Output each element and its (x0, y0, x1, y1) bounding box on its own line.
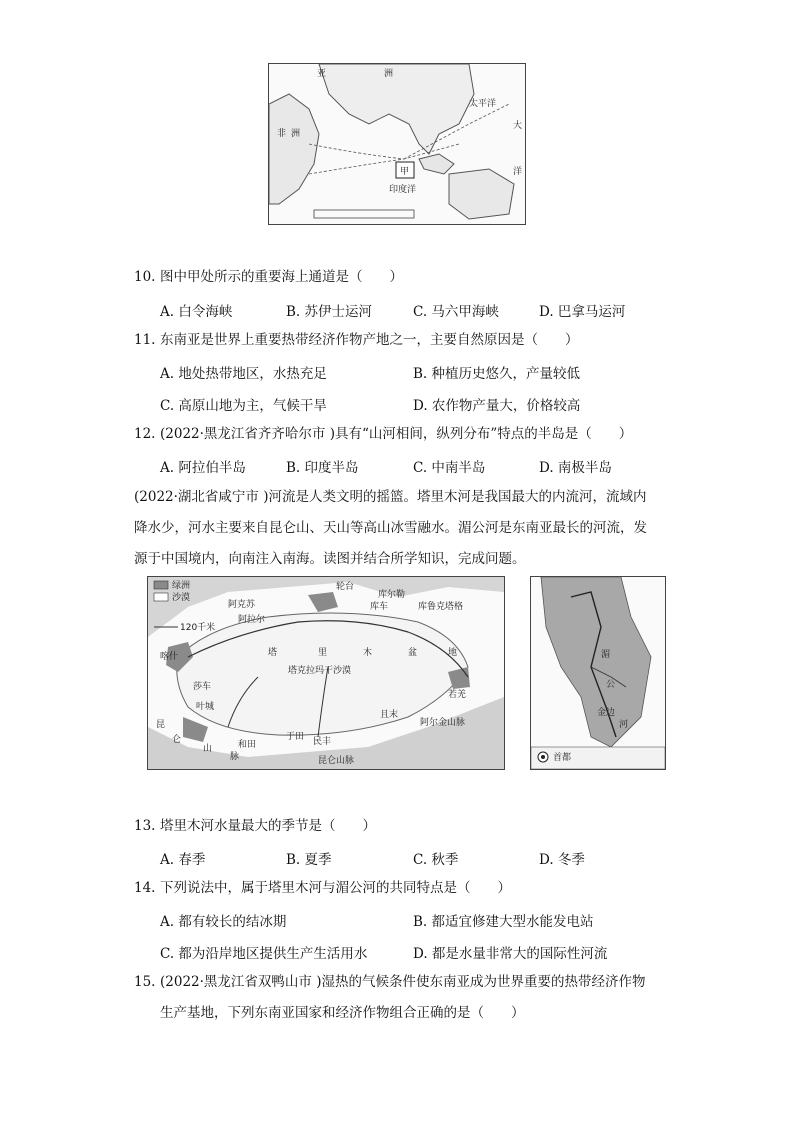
question-number: 15. (134, 974, 156, 990)
question-13 (134, 817, 376, 835)
map2-scale: 120千米 (180, 623, 216, 633)
passage-line: (2022·湖北省咸宁市 )河流是人类文明的摇篮。塔里木河是我国最大的内流河，流域内 (134, 489, 647, 505)
map-tarim-drawing (148, 577, 504, 769)
map-tarim-basin (147, 576, 505, 770)
map2-label: 塔克拉玛干沙漠 (288, 666, 352, 676)
map3-label: 湄 (601, 650, 611, 660)
q11-option-a[interactable]: A. 地处热带地区，水热充足 (160, 366, 327, 382)
map1-label: 洲 (384, 69, 394, 79)
map2-label: 阿克苏 (228, 600, 256, 610)
q14-option-a[interactable]: A. 都有较长的结冰期 (160, 914, 287, 930)
question-number: 13. (134, 818, 156, 834)
map2-label: 民丰 (313, 737, 332, 747)
map2-label: 阿拉尔 (238, 615, 266, 625)
question-11 (134, 331, 579, 349)
map3-label: 金边 (597, 708, 616, 718)
q13-option-a[interactable]: A. 春季 (160, 852, 206, 868)
q12-option-c[interactable]: C. 中南半岛 (413, 460, 486, 476)
map-mekong (530, 576, 666, 770)
q11-option-b[interactable]: B. 种植历史悠久，产量较低 (413, 366, 581, 382)
map-indian-ocean (268, 63, 526, 225)
map2-label: 昆 (156, 720, 166, 730)
map1-label: 太平洋 (469, 99, 497, 109)
passage-line: 源于中国境内，向南注入南海。读图并结合所学知识，完成问题。 (134, 551, 526, 567)
question-15 (134, 973, 645, 991)
map2-label: 若羌 (448, 690, 467, 700)
question-number: 10. (134, 269, 156, 285)
legend-desert: 沙漠 (172, 593, 191, 603)
map3-label: 河 (619, 720, 629, 730)
map2-label: 木 (363, 648, 373, 658)
q12-option-a[interactable]: A. 阿拉伯半岛 (160, 460, 246, 476)
map1-jia-label: 甲 (400, 167, 410, 177)
q10-option-c[interactable]: C. 马六甲海峡 (413, 304, 499, 320)
map-mekong-drawing (531, 577, 665, 769)
map2-label: 库车 (370, 602, 389, 612)
map1-label: 印度洋 (389, 185, 417, 195)
map2-label: 和田 (238, 740, 257, 750)
map2-label: 库尔勒 (378, 590, 406, 600)
map2-label: 莎车 (193, 682, 212, 692)
q14-option-d[interactable]: D. 都是水量非常大的国际性河流 (413, 946, 608, 962)
question-12 (134, 425, 632, 443)
map-indian-ocean-drawing (269, 64, 525, 224)
q12-option-d[interactable]: D. 南极半岛 (539, 460, 612, 476)
q13-option-c[interactable]: C. 秋季 (413, 852, 459, 868)
question-text: 塔里木河水量最大的季节是（ ） (160, 818, 376, 834)
map2-label: 脉 (230, 752, 240, 762)
q10-option-a[interactable]: A. 白令海峡 (160, 304, 233, 320)
map3-capital-legend: 首都 (553, 753, 572, 763)
question-10 (134, 268, 403, 286)
map2-label: 叶城 (196, 702, 215, 712)
question-text: (2022·黑龙江省齐齐哈尔市 )具有“山河相间，纵列分布”特点的半岛是（ ） (160, 426, 633, 442)
map2-label: 里 (318, 648, 328, 658)
map2-label: 昆仑山脉 (318, 756, 355, 766)
map2-label: 轮台 (336, 582, 355, 592)
question-text: 下列说法中，属于塔里木河与湄公河的共同特点是（ ） (160, 880, 511, 896)
question-number: 11. (134, 332, 156, 348)
q10-option-b[interactable]: B. 苏伊士运河 (286, 304, 373, 320)
question-text: 图中甲处所示的重要海上通道是（ ） (160, 269, 403, 285)
map2-label: 地 (448, 648, 458, 658)
passage-line: 降水少，河水主要来自昆仑山、天山等高山冰雪融水。湄公河是东南亚最长的河流，发 (134, 520, 647, 536)
question-text-continued: 生产基地，下列东南亚国家和经济作物组合正确的是（ ） (160, 1005, 525, 1021)
map1-label: 大 (513, 121, 523, 131)
question-text: (2022·黑龙江省双鸭山市 )湿热的气候条件使东南亚成为世界重要的热带经济作物 (160, 974, 646, 990)
map2-label: 于田 (286, 732, 305, 742)
q13-option-d[interactable]: D. 冬季 (539, 852, 585, 868)
q12-option-b[interactable]: B. 印度半岛 (286, 460, 359, 476)
map2-label: 盆 (408, 648, 418, 658)
question-number: 12. (134, 426, 156, 442)
question-14 (134, 879, 511, 897)
map2-label: 喀什 (160, 652, 179, 662)
map2-label: 山 (203, 744, 213, 754)
question-text: 东南亚是世界上重要热带经济作物产地之一，主要自然原因是（ ） (160, 332, 579, 348)
map1-label: 非 (277, 129, 287, 139)
map2-label: 且末 (380, 710, 399, 720)
map2-label: 库鲁克塔格 (418, 602, 464, 612)
map2-label: 阿尔金山脉 (420, 718, 466, 728)
map2-label: 塔 (268, 648, 278, 658)
q14-option-c[interactable]: C. 都为沿岸地区提供生产生活用水 (160, 946, 368, 962)
map1-label: 洲 (291, 129, 301, 139)
q10-option-d[interactable]: D. 巴拿马运河 (539, 304, 626, 320)
map1-label: 亚 (317, 69, 327, 79)
map3-label: 公 (606, 680, 616, 690)
q13-option-b[interactable]: B. 夏季 (286, 852, 332, 868)
q14-option-b[interactable]: B. 都适宜修建大型水能发电站 (413, 914, 594, 930)
legend-oasis: 绿洲 (172, 581, 191, 591)
q11-option-c[interactable]: C. 高原山地为主，气候干旱 (160, 398, 327, 414)
map1-label: 洋 (513, 167, 523, 177)
question-number: 14. (134, 880, 156, 896)
map2-label: 仑 (172, 735, 182, 745)
q11-option-d[interactable]: D. 农作物产量大，价格较高 (413, 398, 581, 414)
